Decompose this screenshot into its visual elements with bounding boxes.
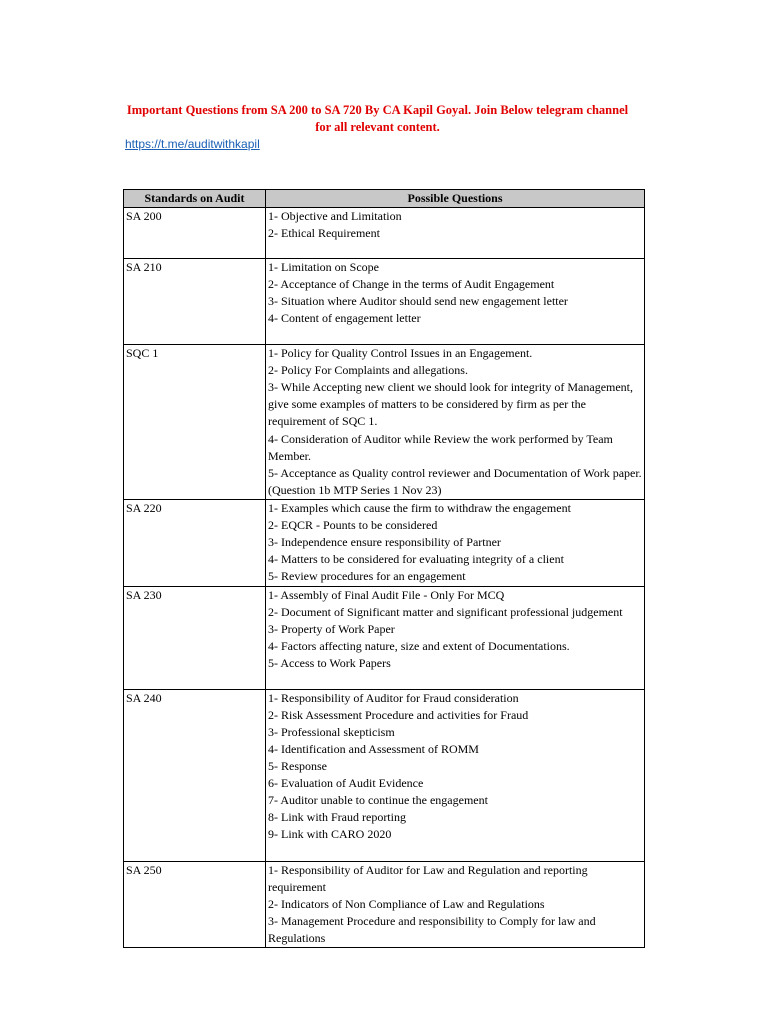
question-item: 8- Link with Fraud reporting [268, 810, 406, 825]
question-item: 2- Document of Significant matter and significant professional judgement [268, 604, 623, 619]
table-header-row [124, 190, 645, 208]
questions-cell [266, 861, 645, 947]
question-item: 5- Acceptance as Quality control reviewer and Documentation of Work paper. (Question 1b MTP Series 1 Nov 23) [268, 465, 642, 497]
document-title: Important Questions from SA 200 to SA 720 By CA Kapil Goyal. Join Below telegram channel for all relevant content. [126, 103, 629, 134]
table-row [124, 500, 645, 586]
question-item: 5- Response [268, 758, 327, 773]
standard-cell: SA 210 [124, 259, 266, 345]
question-item: 1- Limitation on Scope [268, 260, 379, 275]
standard-cell: SQC 1 [124, 345, 266, 500]
standard-cell: SA 240 [124, 689, 266, 861]
question-item: 2- Risk Assessment Procedure and activities for Fraud [268, 707, 529, 722]
question-item: 1- Objective and Limitation [268, 209, 402, 224]
questions-cell [266, 208, 645, 259]
question-item: 3- While Accepting new client we should look for integrity of Management, give some examples of matters to be considered by firm as per the requirement of SQC 1. [268, 380, 634, 429]
table-row [124, 861, 645, 947]
questions-cell [266, 586, 645, 689]
question-item: 1- Responsibility of Auditor for Law and Regulation and reporting requirement [268, 862, 588, 894]
questions-cell [266, 345, 645, 500]
question-item: 3- Independence ensure responsibility of Partner [268, 535, 501, 550]
questions-cell [266, 259, 645, 345]
standard-cell: SA 230 [124, 586, 266, 689]
standards-table [123, 189, 645, 948]
question-item: 6- Evaluation of Audit Evidence [268, 776, 424, 791]
question-item: 1- Responsibility of Auditor for Fraud consideration [268, 690, 519, 705]
question-item: 4- Content of engagement letter [268, 311, 421, 326]
standard-cell: SA 220 [124, 500, 266, 586]
telegram-link[interactable]: https://t.me/auditwithkapil [125, 137, 260, 151]
questions-cell [266, 500, 645, 586]
question-item: 2- EQCR - Pounts to be considered [268, 518, 438, 533]
column-header-questions: Possible Questions [266, 190, 645, 208]
question-item: 1- Examples which cause the firm to withdraw the engagement [268, 501, 571, 516]
column-header-standards: Standards on Audit [124, 190, 266, 208]
table-row [124, 208, 645, 259]
question-item: 5- Access to Work Papers [268, 655, 391, 670]
question-item: 7- Auditor unable to continue the engagement [268, 793, 488, 808]
question-item: 2- Ethical Requirement [268, 226, 380, 241]
question-item: 2- Indicators of Non Compliance of Law and Regulations [268, 896, 545, 911]
question-item: 3- Professional skepticism [268, 724, 395, 739]
question-item: 5- Review procedures for an engagement [268, 569, 466, 584]
table-row [124, 345, 645, 500]
question-item: 4- Consideration of Auditor while Review the work performed by Team Member. [268, 431, 613, 463]
questions-cell [266, 689, 645, 861]
standard-cell: SA 200 [124, 208, 266, 259]
question-item: 3- Property of Work Paper [268, 621, 395, 636]
question-item: 4- Factors affecting nature, size and extent of Documentations. [268, 638, 570, 653]
question-item: 4- Matters to be considered for evaluating integrity of a client [268, 552, 564, 567]
question-item: 4- Identification and Assessment of ROMM [268, 741, 479, 756]
question-item: 3- Situation where Auditor should send new engagement letter [268, 294, 568, 309]
question-item: 1- Assembly of Final Audit File - Only For MCQ [268, 587, 505, 602]
table-row [124, 259, 645, 345]
table-row [124, 586, 645, 689]
question-item: 1- Policy for Quality Control Issues in an Engagement. [268, 346, 533, 361]
question-item: 2- Policy For Complaints and allegations. [268, 363, 468, 378]
question-item: 9- Link with CARO 2020 [268, 827, 392, 842]
table-row [124, 689, 645, 861]
standard-cell: SA 250 [124, 861, 266, 947]
question-item: 3- Management Procedure and responsibility to Comply for law and Regulations [268, 913, 596, 945]
question-item: 2- Acceptance of Change in the terms of Audit Engagement [268, 277, 555, 292]
